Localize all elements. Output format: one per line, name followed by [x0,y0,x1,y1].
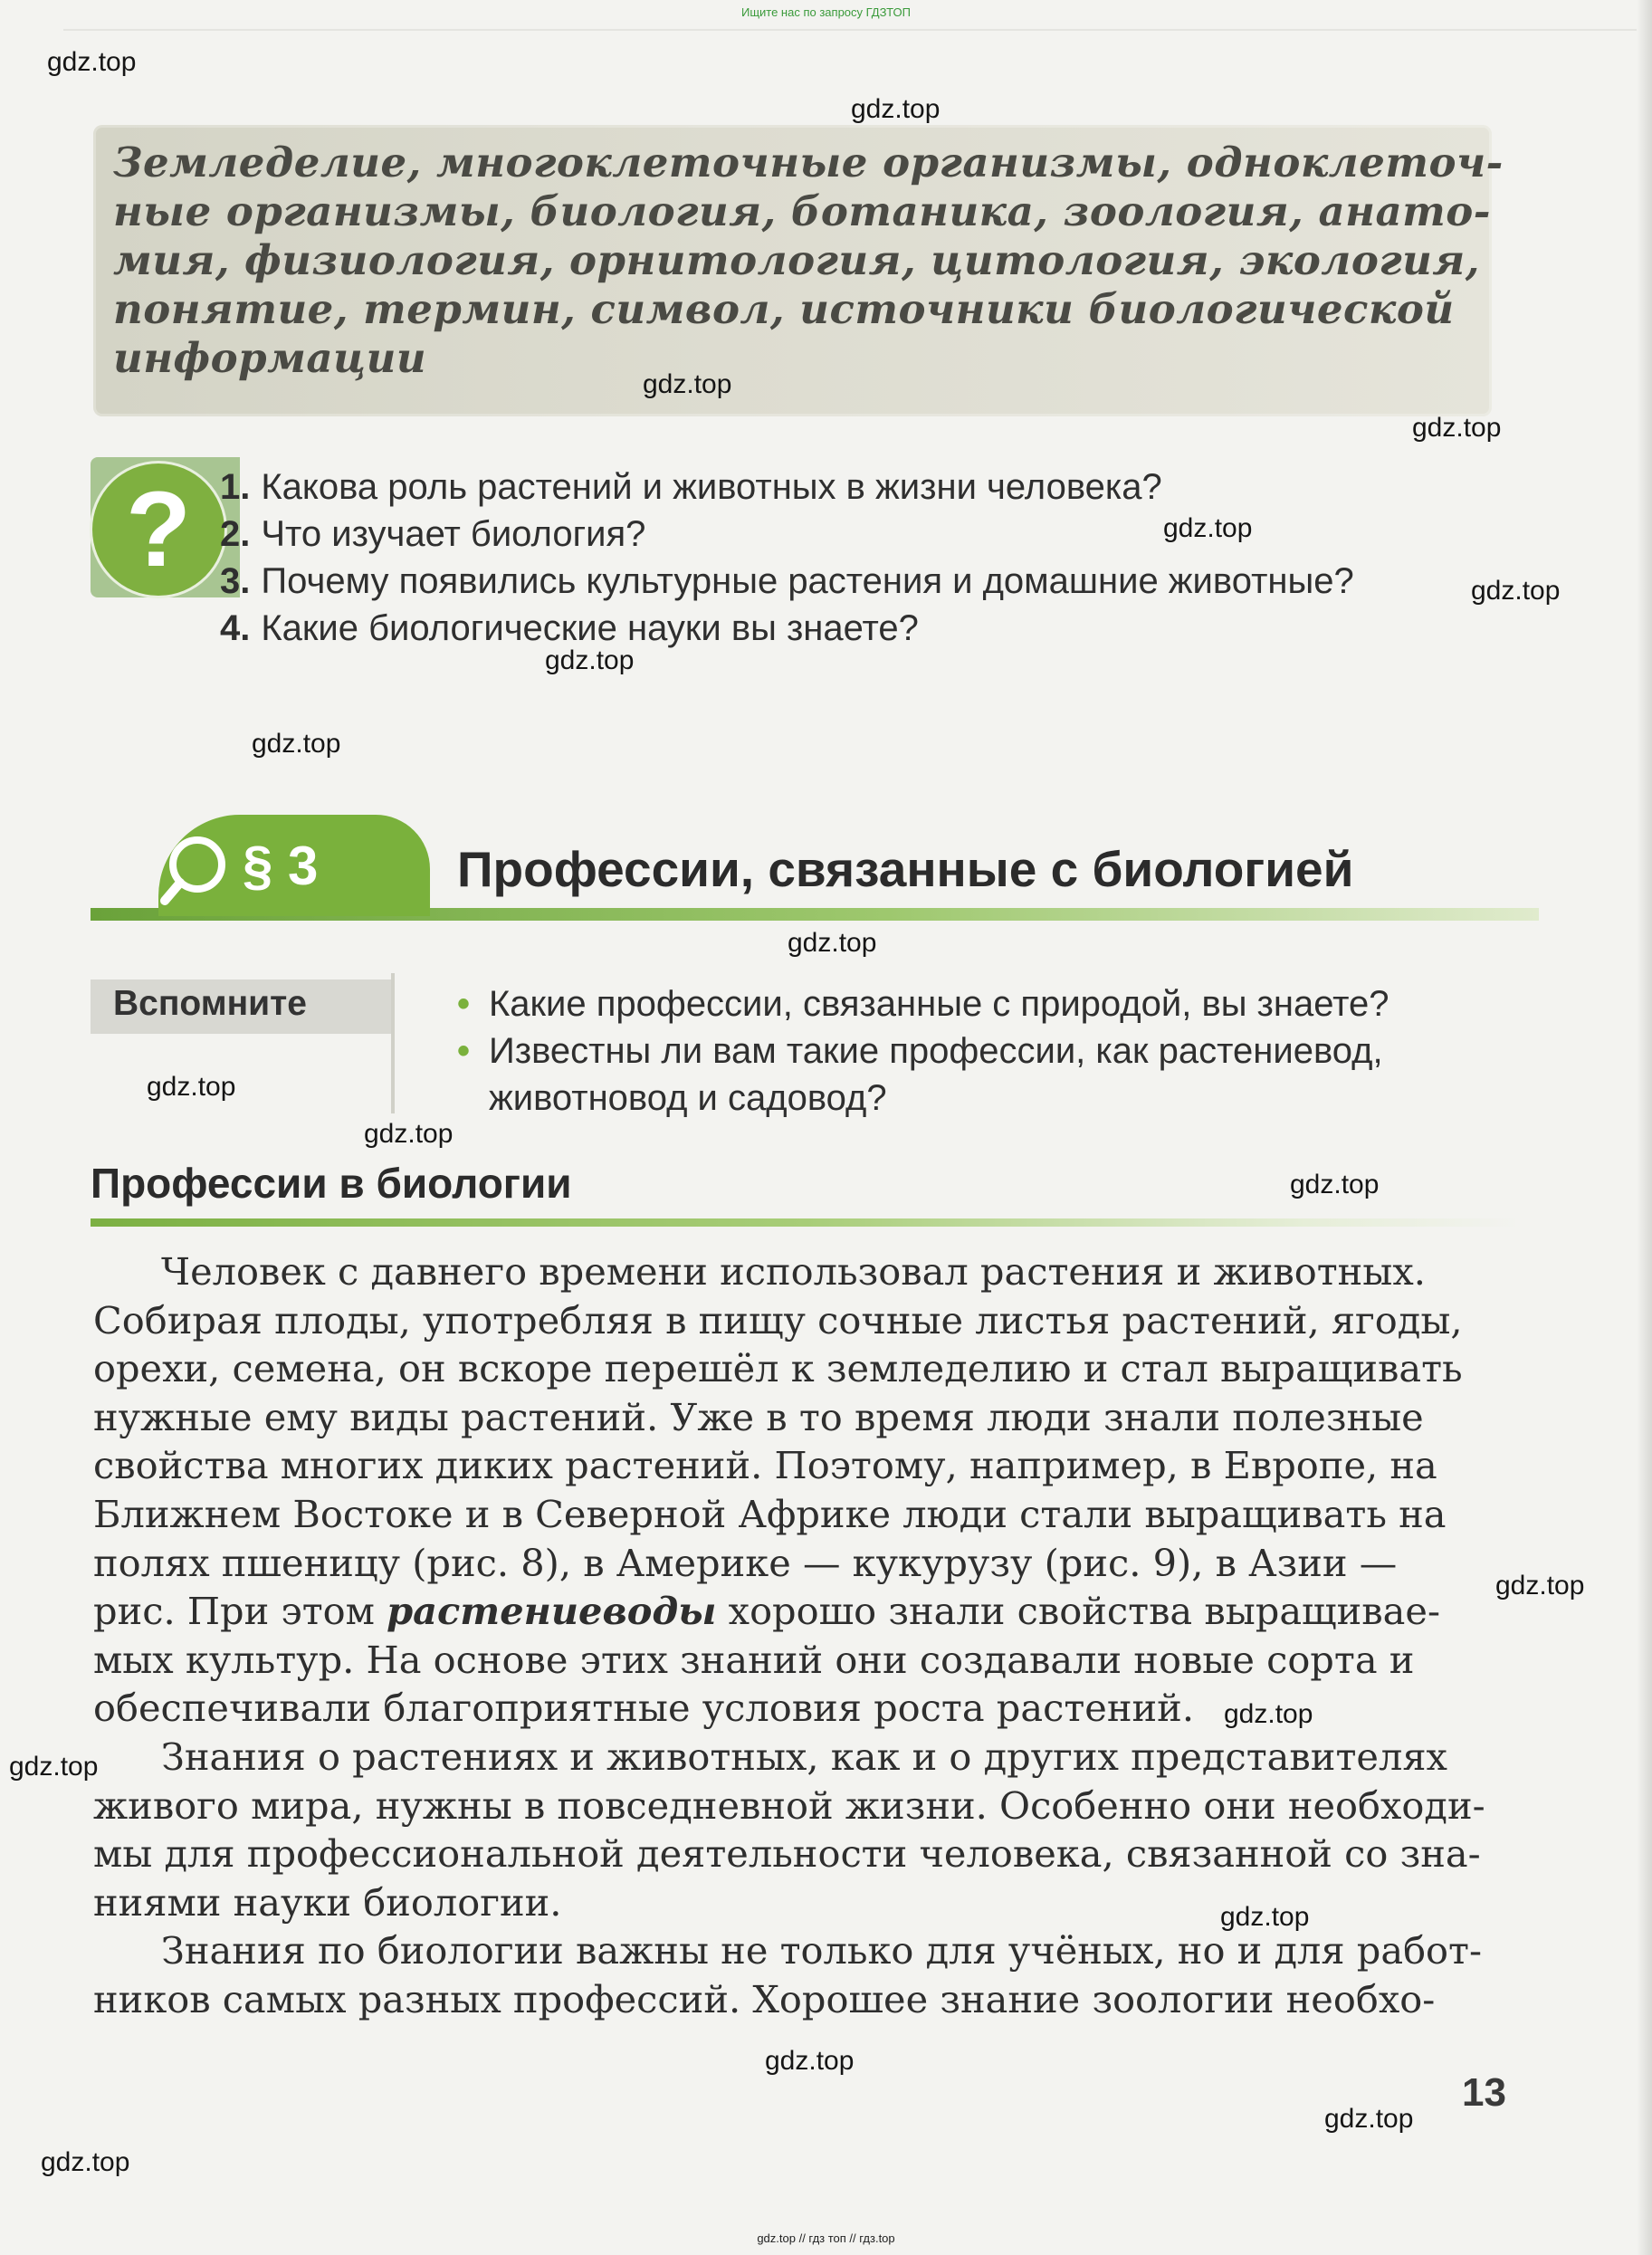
bullet-icon: • [457,984,471,1024]
watermark: gdz.top [851,94,941,124]
question-number: 1. [220,467,251,507]
watermark: gdz.top [147,1072,236,1102]
watermark: gdz.top [47,47,137,77]
body-line: Знания о растениях и животных, как и о других представителях [161,1734,1447,1779]
body-line-part: рис. При этом [93,1589,387,1634]
question-item [220,605,1354,652]
questions-list [220,463,1354,652]
watermark: gdz.top [1495,1571,1585,1600]
body-line: Знания по биологии важны не только для учёных, но и для работ- [161,1928,1483,1973]
question-number: 3. [220,561,251,601]
remember-item-text: Известны ли вам такие профессии, как растениевод, животновод и садовод? [489,1031,1383,1118]
question-number: 2. [220,514,251,554]
body-line: ниями науки биологии. [93,1879,562,1925]
keywords-line: мия, физиология, орнитология, цитология, экология, [113,236,1480,284]
body-line: Собирая плоды, употребляя в пищу сочные листья растений, ягоды, [93,1297,1463,1342]
body-line: Ближнем Востоке и в Северной Африке люди стали выращивать на [93,1491,1447,1536]
watermark: gdz.top [1163,513,1253,543]
body-line: обеспечивали благоприятные условия роста растений. [93,1686,1195,1731]
keywords-line: Земледелие, многоклеточные организмы, одноклеточ- [113,139,1504,186]
remember-label: Вспомните [113,984,307,1023]
keywords-line: понятие, термин, символ, источники биологической [113,285,1455,333]
body-line-part: хорошо знали свойства выращивае- [716,1589,1440,1634]
question-text: Почему появились культурные растения и домашние животные? [261,561,1354,601]
watermark: gdz.top [1224,1699,1313,1729]
question-text: Какова роль растений и животных в жизни человека? [261,467,1162,507]
watermark: gdz.top [545,645,635,675]
keywords-line: информации [113,334,427,382]
watermark: gdz.top [1324,2104,1414,2134]
remember-divider [391,973,395,1113]
term-emphasis: растениеводы [387,1589,717,1634]
bullet-icon: • [457,1031,471,1071]
page-number: 13 [1462,2070,1506,2115]
remember-item-text: Какие профессии, связанные с природой, вы знаете? [489,984,1389,1024]
body-line: свойства многих диких растений. Поэтому, например, в Европе, на [93,1443,1437,1488]
paragraph-title: Профессии, связанные с биологией [457,841,1354,897]
watermark: gdz.top [1290,1170,1380,1199]
keywords-line: ные организмы, биология, ботаника, зоология, анато- [113,187,1491,235]
watermark: gdz.top [41,2147,130,2177]
question-text: Что изучает биология? [261,514,646,554]
top-banner: Ищите нас по запросу ГДЗТОП [740,5,911,19]
body-line: мы для профессиональной деятельности человека, связанной со зна- [93,1831,1481,1877]
section-heading: Профессии в биологии [91,1160,572,1207]
paragraph-number: § 3 [243,836,319,896]
body-line: полях пшеницу (рис. 8), в Америке — кукурузу (рис. 9), в Азии — [93,1540,1398,1585]
top-divider [63,29,1638,31]
magnifier-icon [156,828,237,910]
question-item [220,463,1354,511]
watermark: gdz.top [9,1752,99,1782]
question-text: Какие биологические науки вы знаете? [261,608,919,648]
body-line: ников самых разных профессий. Хорошее знание зоологии необхо- [93,1976,1436,2021]
keywords-text [113,139,1504,383]
page-edge-shadow [1637,0,1652,2255]
question-item [220,558,1354,605]
watermark: gdz.top [643,369,732,399]
body-line: мых культур. На основе этих знаний они создавали новые сорта и [93,1637,1415,1682]
body-line: Человек с давнего времени использовал растения и животных. [161,1249,1426,1294]
body-line: живого мира, нужны в повседневной жизни. Особенно они необходи- [93,1782,1485,1828]
watermark: gdz.top [252,729,341,759]
watermark: gdz.top [765,2046,855,2076]
watermark: gdz.top [1220,1902,1310,1932]
question-number: 4. [220,608,251,648]
remember-item [457,1027,1525,1122]
bottom-banner: gdz.top // гдз топ // гдз.top [757,2231,895,2245]
remember-item [457,980,1525,1027]
question-mark-icon: ? [92,463,224,596]
watermark: gdz.top [1471,576,1561,606]
remember-list [457,980,1525,1122]
body-line: нужные ему виды растений. Уже в то время люди знали полезные [93,1394,1424,1439]
watermark: gdz.top [1412,413,1502,443]
body-line [93,1587,1510,1636]
section-underline [91,1218,1521,1227]
watermark: gdz.top [788,928,877,958]
watermark: gdz.top [364,1119,454,1149]
body-line: орехи, семена, он вскоре перешёл к земледелию и стал выращивать [93,1346,1463,1391]
